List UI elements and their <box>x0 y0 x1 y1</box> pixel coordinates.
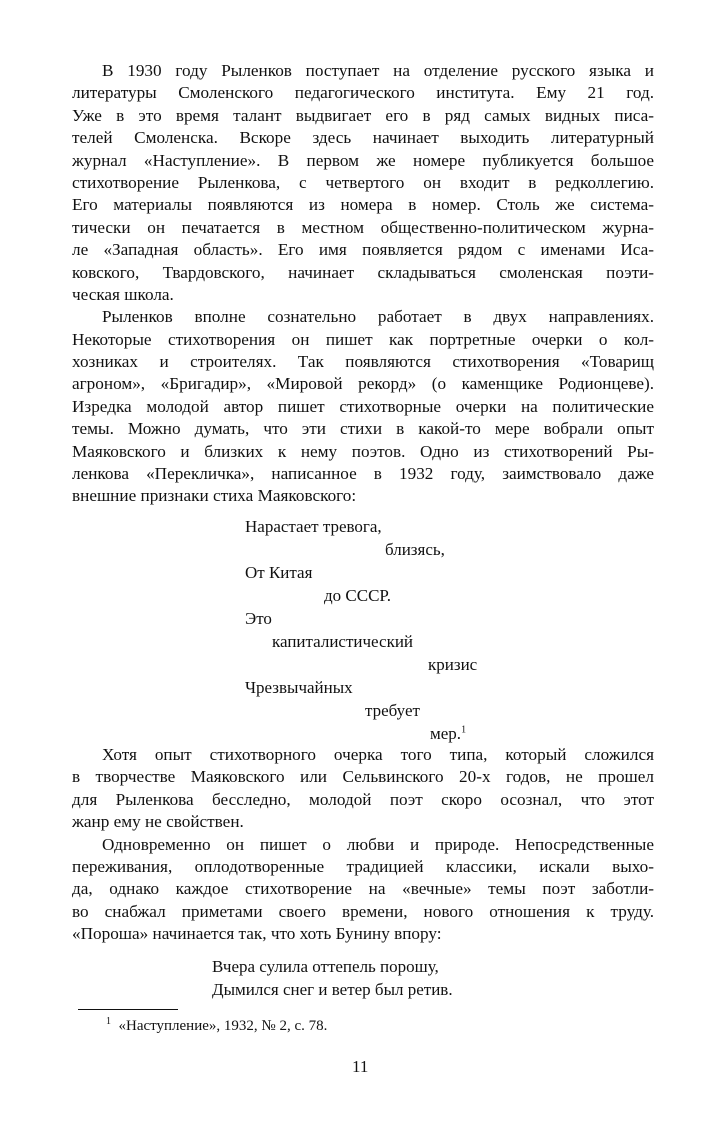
text-line: «Пороша» начинается так, что хоть Бунину впору: <box>72 924 442 944</box>
text-line: внешние признаки стиха Маяковского: <box>72 486 357 506</box>
verse-line: мер. <box>430 724 462 743</box>
text-line: Рыленков вполне сознательно работает в двух направлениях. <box>102 307 654 327</box>
verse-line: до СССР. <box>324 586 391 605</box>
page-number: 11 <box>352 1057 369 1076</box>
text-line: журнал «Наступление». В первом же номере публикуется большое <box>72 150 654 170</box>
verse-line: близясь, <box>385 540 445 559</box>
text-line: Некоторые стихотворения он пишет как портретные очерки о кол- <box>72 329 654 349</box>
verse-line: требует <box>365 701 420 720</box>
text-line: хозниках и строителях. Так появляются стихотворения «Товарищ <box>72 352 654 372</box>
text-line: ческая школа. <box>72 284 174 304</box>
text-line: ле «Западная область». Его имя появляется рядом с именами Иса- <box>72 240 654 260</box>
text-line: да, однако каждое стихотворение на «вечные» темы поэт заботли- <box>72 879 654 899</box>
text-line: переживания, оплодотворенные традицией классики, искали выхо- <box>72 856 654 876</box>
text-line: В 1930 году Рыленков поступает на отделение русского языка и <box>102 61 654 80</box>
verse-line: Дымился снег и ветер был ретив. <box>212 980 453 999</box>
verse-line: капиталистический <box>272 632 414 651</box>
verse-line: От Китая <box>245 563 313 582</box>
verse-line: Вчера сулила оттепель порошу, <box>212 957 439 976</box>
text-line: тически он печатается в местном общественно-политическом журна- <box>72 217 654 237</box>
footnote-divider <box>78 1009 178 1010</box>
main-text <box>72 60 654 508</box>
verse-line: кризис <box>428 655 478 674</box>
text-line: Одновременно он пишет о любви и природе. Непосредственные <box>102 834 654 854</box>
text-line: темы. Можно думать, что эти стихи в какой-то мере вобрали опыт <box>72 419 654 439</box>
footnote-ref: 1 <box>461 724 467 736</box>
text-line: Уже в это время талант выдвигает его в ряд самых видных писа- <box>72 105 654 125</box>
text-line: ковского, Твардовского, начинает складываться смоленская поэти- <box>72 262 654 282</box>
text-line: Хотя опыт стихотворного очерка того типа, который сложился <box>102 745 654 764</box>
text-line: стихотворение Рыленкова, с четвертого он входит в редколлегию. <box>72 172 654 192</box>
verse-line: Это <box>245 609 272 628</box>
verse-line: Нарастает тревога, <box>245 517 382 536</box>
text-line: Маяковского и близких к нему поэтов. Одно из стихотворений Ры- <box>72 441 654 461</box>
text-line: Его материалы появляются из номера в номер. Столь же системa- <box>72 195 654 215</box>
main-text-2 <box>72 744 654 946</box>
text-line: литературы Смоленского педагогического института. Ему 21 год. <box>72 83 654 103</box>
text-line: жанр ему не свойствен. <box>72 812 244 832</box>
verse-line: Чрезвычайных <box>245 678 353 697</box>
text-line: в творчестве Маяковского или Сельвинского 20-х годов, не прошел <box>72 767 654 787</box>
text-line: Изредка молодой автор пишет стихотворные очерки на политические <box>72 396 654 416</box>
footnote-number: 1 <box>106 1016 111 1027</box>
footnote <box>106 1016 327 1035</box>
footnote-text: «Наступление», 1932, № 2, с. 78. <box>118 1018 328 1034</box>
text-line: телей Смоленска. Вскоре здесь начинает выходить литературный <box>72 128 654 148</box>
text-line: ленкова «Перекличка», написанное в 1932 году, заимствовало даже <box>72 464 654 484</box>
verse-line-last <box>430 724 466 744</box>
text-line: во снабжал приметами своего времени, нового отношения к труду. <box>72 901 654 921</box>
text-line: агроном», «Бригадир», «Мировой рекорд» (о каменщике Родионцеве). <box>72 374 654 394</box>
text-line: для Рыленкова бесследно, молодой поэт скоро осознал, что этот <box>72 789 654 809</box>
